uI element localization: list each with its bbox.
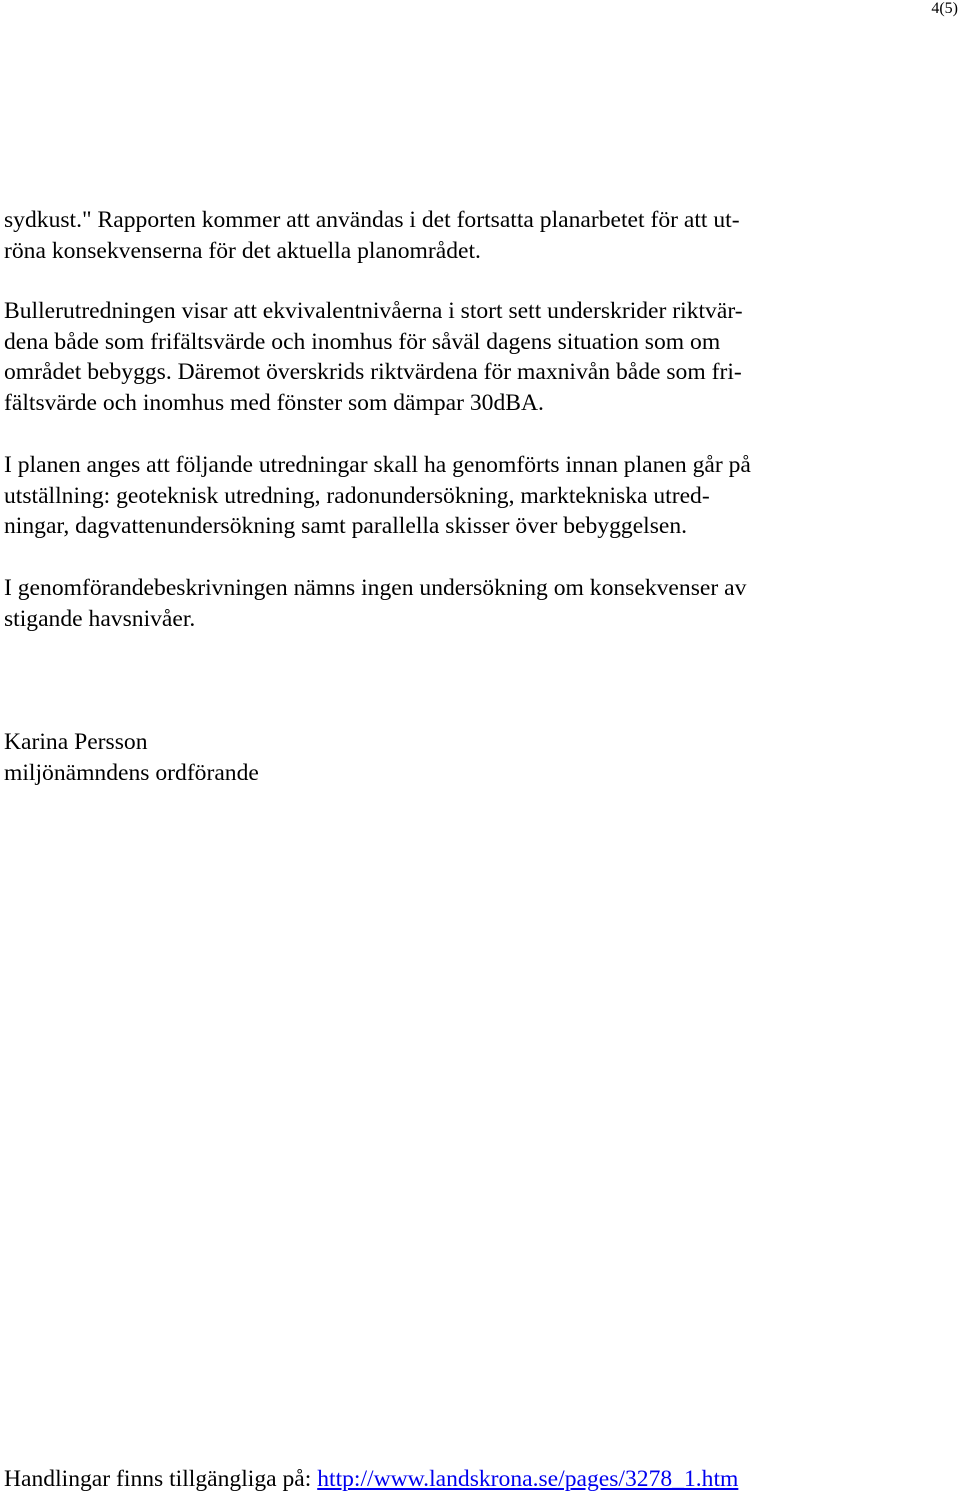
footer [4, 1464, 738, 1494]
text-line: utställning: geoteknisk utredning, radonundersökning, marktekniska utred- [4, 482, 710, 509]
text-line: sydkust." Rapporten kommer att användas i det fortsatta planarbetet för att ut- [4, 207, 740, 233]
text-line: området bebyggs. Däremot överskrids riktvärdena för maxnivån både som fri- [4, 359, 742, 385]
text-line: I planen anges att följande utredningar skall ha genomförts innan planen går på [4, 452, 751, 478]
page-number: 4(5) [931, 0, 958, 17]
text-line: dena både som frifältsvärde och inomhus för såväl dagens situation som om [4, 328, 721, 355]
text-line: ningar, dagvattenundersökning samt parallella skisser över bebyggelsen. [4, 513, 688, 539]
footer-link[interactable]: http://www.landskrona.se/pages/3278_1.htm [317, 1466, 739, 1492]
footer-label: Handlingar finns tillgängliga på: [4, 1466, 318, 1492]
text-line: Bullerutredningen visar att ekvivalentnivåerna i stort sett underskrider riktvär- [4, 298, 743, 324]
signature-title: miljönämndens ordförande [4, 759, 259, 786]
paragraph-required-investigations [4, 450, 904, 542]
signature-block [4, 727, 904, 788]
text-line: fältsvärde och inomhus med fönster som dämpar 30dBA. [4, 389, 544, 416]
signature-name: Karina Persson [4, 729, 148, 755]
text-line: I genomförandebeskrivningen nämns ingen undersökning om konsekvenser av [4, 575, 747, 601]
text-line: stigande havsnivåer. [4, 605, 196, 632]
paragraph-noise-investigation [4, 296, 904, 418]
paragraph-implementation-description [4, 573, 904, 634]
text-line: röna konsekvenserna för det aktuella planområdet. [4, 237, 481, 264]
paragraph-intro-continuation [4, 205, 904, 266]
